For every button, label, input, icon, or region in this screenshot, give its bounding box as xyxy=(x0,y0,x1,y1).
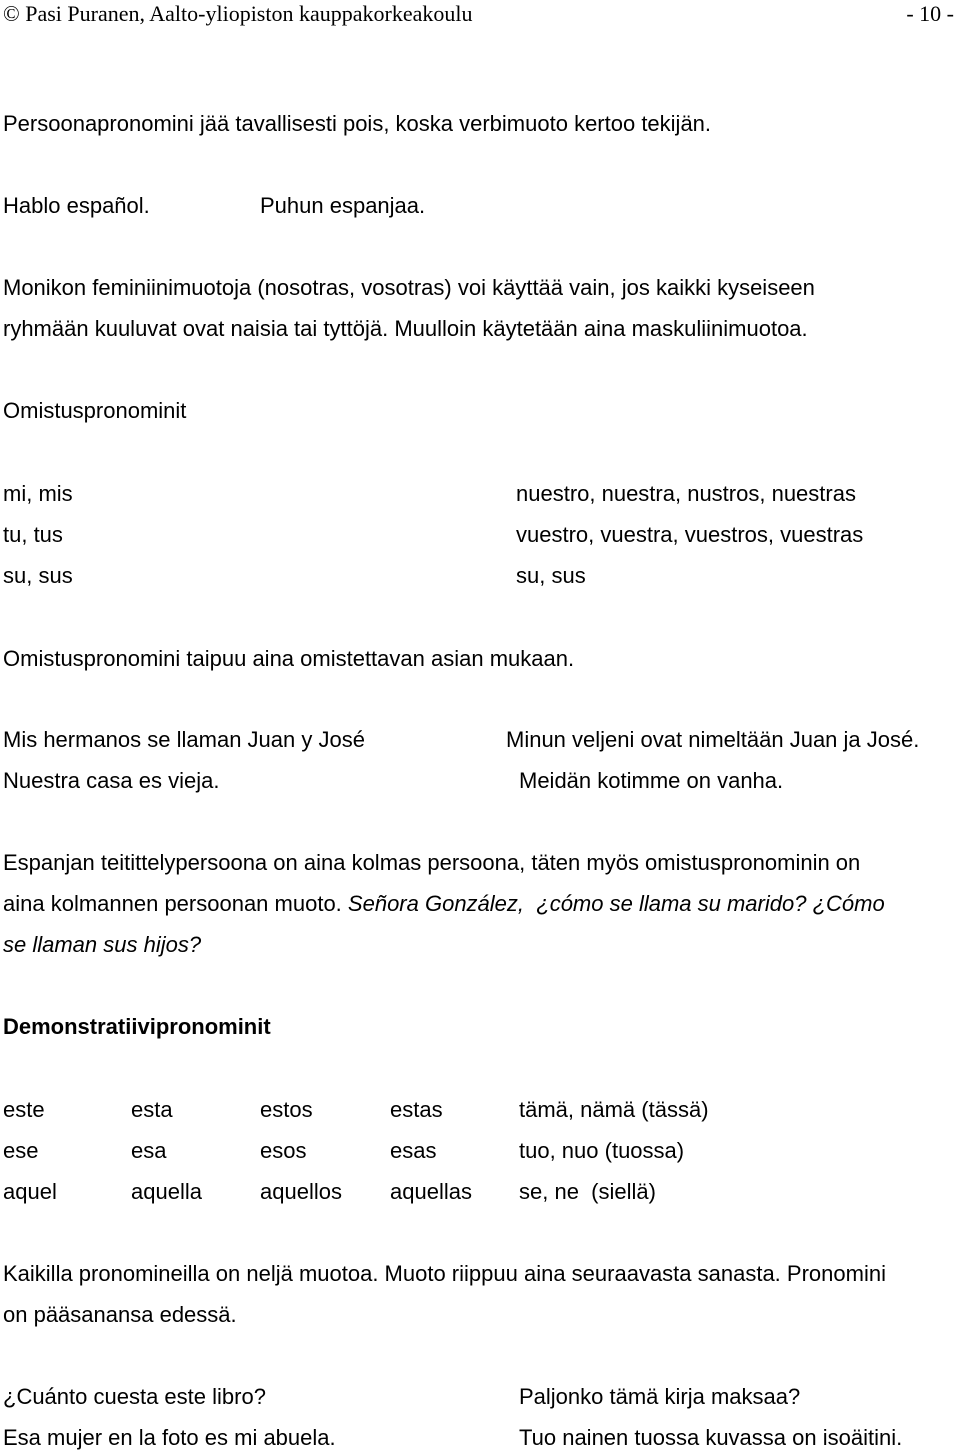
demonstrative-translation: tuo, nuo (tuossa) xyxy=(519,1138,685,1163)
demonstrative-note-line-2: on pääsanansa edessä. xyxy=(3,1302,237,1327)
demonstrative-heading: Demonstratiivipronominit xyxy=(3,1014,271,1039)
demonstrative-translation: se, ne (siellä) xyxy=(519,1179,656,1204)
possessive-plural-1: nuestro, nuestra, nustros, nuestras xyxy=(516,481,856,506)
demonstrative-example-2-es: Esa mujer en la foto es mi abuela. xyxy=(3,1425,336,1450)
demonstrative-example-1-es: ¿Cuánto cuesta este libro? xyxy=(3,1384,266,1409)
page-number: - 10 - xyxy=(906,1,954,26)
demonstrative-cell: esa xyxy=(131,1138,167,1163)
possessive-singular-1: mi, mis xyxy=(3,481,73,506)
demonstrative-cell: aquella xyxy=(131,1179,202,1204)
possessive-plural-3: su, sus xyxy=(516,563,586,588)
possessive-example-2-es: Nuestra casa es vieja. xyxy=(3,768,220,793)
possessive-singular-3: su, sus xyxy=(3,563,73,588)
polite-paragraph-line-2 xyxy=(3,891,885,917)
possessive-singular-2: tu, tus xyxy=(3,522,63,547)
intro-paragraph-2-line-1: Monikon feminiinimuotoja (nosotras, vosotras) voi käyttää vain, jos kaikki kyseiseen xyxy=(3,275,815,300)
page-header-author: © Pasi Puranen, Aalto-yliopiston kauppakorkeakoulu xyxy=(3,1,473,26)
example-spanish: Hablo español. xyxy=(3,193,150,218)
demonstrative-cell: esos xyxy=(260,1138,307,1163)
example-finnish: Puhun espanjaa. xyxy=(260,193,426,218)
polite-paragraph-text: aina kolmannen persoonan muoto. xyxy=(3,891,342,916)
demonstrative-cell: aquel xyxy=(3,1179,57,1204)
possessive-example-1-fi: Minun veljeni ovat nimeltään Juan ja José. xyxy=(506,727,920,752)
demonstrative-example-2-fi: Tuo nainen tuossa kuvassa on isoäitini. xyxy=(519,1425,903,1450)
demonstrative-cell: este xyxy=(3,1097,45,1122)
possessive-example-1-es: Mis hermanos se llaman Juan y José xyxy=(3,727,365,752)
polite-paragraph-line-1: Espanjan teitittelypersoona on aina kolmas persoona, täten myös omistuspronominin on xyxy=(3,850,861,875)
possessive-example-2-fi: Meidän kotimme on vanha. xyxy=(519,768,784,793)
demonstrative-translation: tämä, nämä (tässä) xyxy=(519,1097,709,1122)
intro-paragraph-2-line-2: ryhmään kuuluvat ovat naisia tai tyttöjä. Muulloin käytetään aina maskuliinimuotoa. xyxy=(3,316,808,341)
polite-example-italic: Señora González, ¿cómo se llama su marido? ¿Cómo xyxy=(347,891,885,916)
demonstrative-cell: esta xyxy=(131,1097,173,1122)
demonstrative-cell: aquellas xyxy=(390,1179,472,1204)
demonstrative-note-line-1: Kaikilla pronomineilla on neljä muotoa. Muoto riippuu aina seuraavasta sanasta. Pronomini xyxy=(3,1261,886,1286)
demonstrative-cell: aquellos xyxy=(260,1179,342,1204)
demonstrative-cell: estos xyxy=(260,1097,313,1122)
polite-example-italic-line-3: se llaman sus hijos? xyxy=(3,932,202,957)
possessive-plural-2: vuestro, vuestra, vuestros, vuestras xyxy=(516,522,864,547)
possessive-note: Omistuspronomini taipuu aina omistettavan asian mukaan. xyxy=(3,646,575,671)
demonstrative-cell: esas xyxy=(390,1138,437,1163)
demonstrative-example-1-fi: Paljonko tämä kirja maksaa? xyxy=(519,1384,801,1409)
possessive-heading: Omistuspronominit xyxy=(3,398,187,423)
intro-paragraph-1: Persoonapronomini jää tavallisesti pois, koska verbimuoto kertoo tekijän. xyxy=(3,111,712,136)
demonstrative-cell: estas xyxy=(390,1097,443,1122)
demonstrative-cell: ese xyxy=(3,1138,39,1163)
